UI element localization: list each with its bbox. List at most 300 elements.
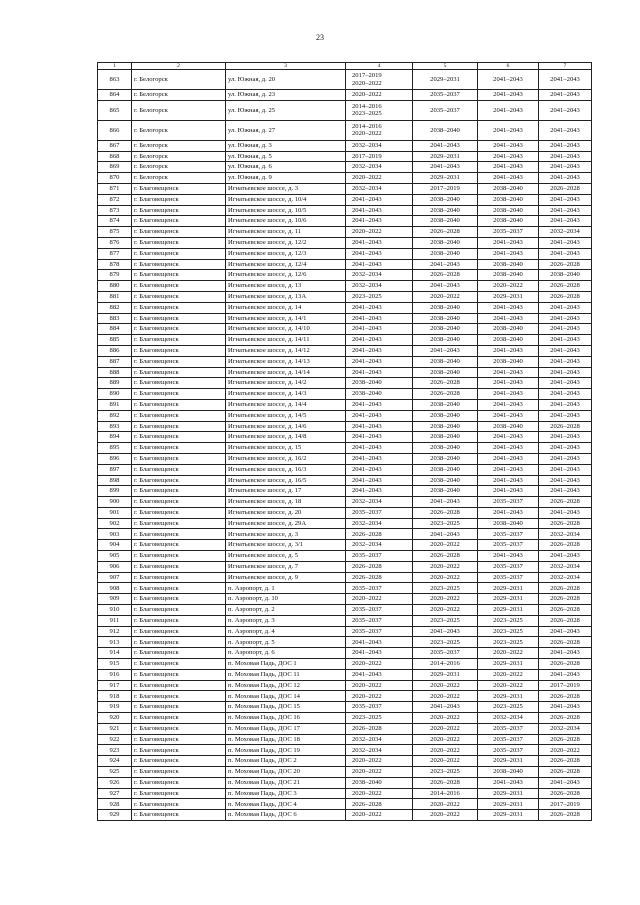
period-cell-5: 2035–2037 xyxy=(413,90,478,101)
period-cell-7: 2041–2043 xyxy=(539,367,592,378)
row-number-cell: 915 xyxy=(98,659,132,670)
city-cell: г. Благовещенск xyxy=(132,345,226,356)
period-cell-7: 2041–2043 xyxy=(539,410,592,421)
city-cell: г. Благовещенск xyxy=(132,291,226,302)
city-cell: г. Благовещенск xyxy=(132,453,226,464)
period-cell-4 xyxy=(346,518,413,529)
period-cell-6: 2035–2037 xyxy=(478,723,539,734)
period-value: 2035–2037 xyxy=(352,552,382,560)
city-cell: г. Благовещенск xyxy=(132,583,226,594)
period-cell-4 xyxy=(346,540,413,551)
period-cell-7: 2038–2040 xyxy=(539,270,592,281)
city-cell: г. Благовещенск xyxy=(132,626,226,637)
table-row xyxy=(98,659,592,670)
table-row xyxy=(98,486,592,497)
address-cell: Игнатьевское шоссе, д. 15 xyxy=(226,443,346,454)
period-cell-7: 2032–2034 xyxy=(539,227,592,238)
row-number-cell: 927 xyxy=(98,788,132,799)
address-cell: Игнатьевское шоссе, д. 3/1 xyxy=(226,540,346,551)
period-cell-6: 2038–2040 xyxy=(478,259,539,270)
period-cell-6: 2038–2040 xyxy=(478,194,539,205)
row-number-cell: 902 xyxy=(98,518,132,529)
row-number-cell: 879 xyxy=(98,270,132,281)
period-cell-7: 2041–2043 xyxy=(539,626,592,637)
city-cell: г. Благовещенск xyxy=(132,648,226,659)
city-cell: г. Белогорск xyxy=(132,120,226,140)
period-cell-7: 2017–2019 xyxy=(539,799,592,810)
row-number-cell: 889 xyxy=(98,378,132,389)
period-cell-4 xyxy=(346,443,413,454)
period-value: 2032–2034 xyxy=(352,185,382,193)
table-row xyxy=(98,756,592,767)
table-row xyxy=(98,777,592,788)
period-cell-7: 2041–2043 xyxy=(539,100,592,120)
table-row xyxy=(98,281,592,292)
table-row xyxy=(98,453,592,464)
table-row xyxy=(98,248,592,259)
header-cell: 7 xyxy=(539,63,592,70)
period-value: 2020–2022 xyxy=(352,91,382,99)
period-cell-5: 2041–2043 xyxy=(413,259,478,270)
table-row xyxy=(98,90,592,101)
period-cell-6: 2029–2031 xyxy=(478,659,539,670)
period-value: 2041–2043 xyxy=(352,239,382,247)
row-number-cell: 884 xyxy=(98,324,132,335)
city-cell: г. Благовещенск xyxy=(132,788,226,799)
period-cell-4 xyxy=(346,551,413,562)
city-cell: г. Благовещенск xyxy=(132,367,226,378)
address-cell: Игнатьевское шоссе, д. 14/1 xyxy=(226,313,346,324)
row-number-cell: 865 xyxy=(98,100,132,120)
period-cell-4 xyxy=(346,237,413,248)
table-row xyxy=(98,497,592,508)
period-value: 2026–2028 xyxy=(352,573,382,581)
period-cell-7: 2026–2028 xyxy=(539,497,592,508)
address-cell: Игнатьевское шоссе, д. 13 xyxy=(226,281,346,292)
period-cell-4 xyxy=(346,486,413,497)
row-number-cell: 866 xyxy=(98,120,132,140)
city-cell: г. Благовещенск xyxy=(132,507,226,518)
table-row xyxy=(98,723,592,734)
period-cell-7: 2041–2043 xyxy=(539,151,592,162)
row-number-cell: 920 xyxy=(98,713,132,724)
period-cell-4 xyxy=(346,356,413,367)
address-cell: п. Моховая Падь, ДОС 15 xyxy=(226,702,346,713)
table-row xyxy=(98,507,592,518)
city-cell: г. Благовещенск xyxy=(132,637,226,648)
period-value: 2038–2040 xyxy=(352,390,382,398)
table-row xyxy=(98,227,592,238)
period-cell-6: 2041–2043 xyxy=(478,70,539,90)
table-row xyxy=(98,345,592,356)
period-cell-6: 2038–2040 xyxy=(478,183,539,194)
city-cell: г. Благовещенск xyxy=(132,302,226,313)
city-cell: г. Благовещенск xyxy=(132,799,226,810)
table-row xyxy=(98,302,592,313)
city-cell: г. Благовещенск xyxy=(132,475,226,486)
row-number-cell: 872 xyxy=(98,194,132,205)
address-cell: п. Аэропорт, д. 4 xyxy=(226,626,346,637)
city-cell: г. Благовещенск xyxy=(132,227,226,238)
period-value: 2035–2037 xyxy=(352,703,382,711)
table-row xyxy=(98,259,592,270)
period-cell-5: 2038–2040 xyxy=(413,367,478,378)
period-cell-5: 2038–2040 xyxy=(413,335,478,346)
period-cell-6: 2023–2025 xyxy=(478,637,539,648)
address-cell: Игнатьевское шоссе, д. 14/11 xyxy=(226,335,346,346)
period-cell-4 xyxy=(346,259,413,270)
period-value: 2032–2034 xyxy=(352,746,382,754)
period-cell-6: 2020–2022 xyxy=(478,680,539,691)
period-cell-6: 2041–2043 xyxy=(478,464,539,475)
period-cell-7: 2041–2043 xyxy=(539,173,592,184)
period-cell-7: 2041–2043 xyxy=(539,248,592,259)
period-cell-7: 2026–2028 xyxy=(539,637,592,648)
table-row xyxy=(98,432,592,443)
period-cell-7: 2026–2028 xyxy=(539,788,592,799)
row-number-cell: 899 xyxy=(98,486,132,497)
period-cell-5: 2038–2040 xyxy=(413,464,478,475)
period-cell-7: 2026–2028 xyxy=(539,291,592,302)
period-cell-5: 2020–2022 xyxy=(413,561,478,572)
period-cell-7: 2041–2043 xyxy=(539,378,592,389)
period-cell-4 xyxy=(346,507,413,518)
period-cell-6: 2038–2040 xyxy=(478,216,539,227)
period-cell-5: 2038–2040 xyxy=(413,324,478,335)
city-cell: г. Благовещенск xyxy=(132,756,226,767)
row-number-cell: 910 xyxy=(98,605,132,616)
address-cell: п. Моховая Падь, ДОС 19 xyxy=(226,745,346,756)
period-cell-4 xyxy=(346,90,413,101)
table-row xyxy=(98,183,592,194)
city-cell: г. Белогорск xyxy=(132,151,226,162)
period-cell-7: 2026–2028 xyxy=(539,734,592,745)
period-cell-4 xyxy=(346,648,413,659)
period-cell-5: 2020–2022 xyxy=(413,723,478,734)
period-cell-7: 2041–2043 xyxy=(539,443,592,454)
period-value: 2035–2037 xyxy=(352,606,382,614)
address-cell: Игнатьевское шоссе, д. 3 xyxy=(226,183,346,194)
row-number-cell: 922 xyxy=(98,734,132,745)
table-row xyxy=(98,389,592,400)
city-cell: г. Благовещенск xyxy=(132,680,226,691)
period-cell-7: 2041–2043 xyxy=(539,464,592,475)
period-cell-6: 2041–2043 xyxy=(478,507,539,518)
period-cell-7: 2026–2028 xyxy=(539,281,592,292)
period-cell-6: 2020–2022 xyxy=(478,669,539,680)
table-row xyxy=(98,594,592,605)
period-cell-7: 2026–2028 xyxy=(539,756,592,767)
period-cell-6: 2035–2037 xyxy=(478,497,539,508)
address-cell: п. Моховая Падь, ДОС 17 xyxy=(226,723,346,734)
period-cell-6: 2038–2040 xyxy=(478,205,539,216)
row-number-cell: 888 xyxy=(98,367,132,378)
period-value: 2032–2034 xyxy=(352,735,382,743)
row-number-cell: 870 xyxy=(98,173,132,184)
period-cell-6: 2041–2043 xyxy=(478,777,539,788)
period-cell-4 xyxy=(346,162,413,173)
period-value: 2020–2022 xyxy=(352,130,382,138)
city-cell: г. Благовещенск xyxy=(132,691,226,702)
period-cell-6: 2035–2037 xyxy=(478,734,539,745)
row-number-cell: 906 xyxy=(98,561,132,572)
period-cell-5: 2026–2028 xyxy=(413,551,478,562)
period-cell-5: 2023–2025 xyxy=(413,767,478,778)
period-value: 2020–2022 xyxy=(352,789,382,797)
period-cell-6: 2035–2037 xyxy=(478,227,539,238)
table-row xyxy=(98,464,592,475)
period-cell-4 xyxy=(346,313,413,324)
period-cell-5: 2038–2040 xyxy=(413,475,478,486)
address-cell: Игнатьевское шоссе, д. 5 xyxy=(226,551,346,562)
period-value: 2014–2016 xyxy=(352,122,382,130)
address-cell: Игнатьевское шоссе, д. 10/5 xyxy=(226,205,346,216)
city-cell: г. Белогорск xyxy=(132,100,226,120)
period-value: 2020–2022 xyxy=(352,768,382,776)
table-row xyxy=(98,291,592,302)
period-cell-5: 2038–2040 xyxy=(413,421,478,432)
period-cell-7: 2041–2043 xyxy=(539,702,592,713)
period-cell-4 xyxy=(346,659,413,670)
row-number-cell: 878 xyxy=(98,259,132,270)
table-row xyxy=(98,324,592,335)
city-cell: г. Благовещенск xyxy=(132,410,226,421)
row-number-cell: 916 xyxy=(98,669,132,680)
period-cell-6: 2041–2043 xyxy=(478,100,539,120)
period-cell-4 xyxy=(346,453,413,464)
row-number-cell: 925 xyxy=(98,767,132,778)
period-value: 2041–2043 xyxy=(352,411,382,419)
period-value: 2041–2043 xyxy=(352,303,382,311)
period-cell-4 xyxy=(346,100,413,120)
period-cell-5: 2038–2040 xyxy=(413,120,478,140)
period-value: 2041–2043 xyxy=(352,638,382,646)
address-cell: ул. Южная, д. 9 xyxy=(226,173,346,184)
period-cell-7: 2041–2043 xyxy=(539,302,592,313)
address-cell: Игнатьевское шоссе, д. 14/10 xyxy=(226,324,346,335)
period-cell-4 xyxy=(346,367,413,378)
period-cell-5: 2041–2043 xyxy=(413,497,478,508)
period-cell-7: 2020–2022 xyxy=(539,745,592,756)
city-cell: г. Благовещенск xyxy=(132,421,226,432)
period-cell-5: 2020–2022 xyxy=(413,572,478,583)
city-cell: г. Благовещенск xyxy=(132,745,226,756)
table-row xyxy=(98,626,592,637)
period-cell-6: 2041–2043 xyxy=(478,432,539,443)
period-value: 2041–2043 xyxy=(352,670,382,678)
row-number-cell: 912 xyxy=(98,626,132,637)
address-cell: Игнатьевское шоссе, д. 14/2 xyxy=(226,378,346,389)
row-number-cell: 904 xyxy=(98,540,132,551)
table-row xyxy=(98,605,592,616)
header-cell: 6 xyxy=(478,63,539,70)
period-cell-6: 2038–2040 xyxy=(478,767,539,778)
row-number-cell: 900 xyxy=(98,497,132,508)
city-cell: г. Благовещенск xyxy=(132,183,226,194)
period-cell-6: 2041–2043 xyxy=(478,120,539,140)
period-cell-4 xyxy=(346,605,413,616)
period-cell-5: 2026–2028 xyxy=(413,777,478,788)
period-cell-7: 2026–2028 xyxy=(539,713,592,724)
row-number-cell: 890 xyxy=(98,389,132,400)
address-cell: п. Аэропорт, д. 5 xyxy=(226,637,346,648)
row-number-cell: 893 xyxy=(98,421,132,432)
period-cell-5: 2023–2025 xyxy=(413,518,478,529)
row-number-cell: 868 xyxy=(98,151,132,162)
period-cell-6: 2041–2043 xyxy=(478,237,539,248)
period-cell-4 xyxy=(346,216,413,227)
period-cell-7: 2041–2043 xyxy=(539,453,592,464)
period-cell-4 xyxy=(346,723,413,734)
period-value: 2041–2043 xyxy=(352,422,382,430)
city-cell: г. Благовещенск xyxy=(132,324,226,335)
period-value: 2041–2043 xyxy=(352,465,382,473)
header-cell: 1 xyxy=(98,63,132,70)
period-cell-4 xyxy=(346,756,413,767)
table-row xyxy=(98,367,592,378)
address-cell: ул. Южная, д. 27 xyxy=(226,120,346,140)
row-number-cell: 897 xyxy=(98,464,132,475)
city-cell: г. Благовещенск xyxy=(132,194,226,205)
city-cell: г. Благовещенск xyxy=(132,335,226,346)
row-number-cell: 913 xyxy=(98,637,132,648)
period-cell-4 xyxy=(346,777,413,788)
period-cell-5: 2020–2022 xyxy=(413,691,478,702)
period-cell-6: 2029–2031 xyxy=(478,594,539,605)
city-cell: г. Благовещенск xyxy=(132,389,226,400)
period-cell-7: 2041–2043 xyxy=(539,507,592,518)
period-value: 2032–2034 xyxy=(352,271,382,279)
address-cell: Игнатьевское шоссе, д. 10/4 xyxy=(226,194,346,205)
address-cell: Игнатьевское шоссе, д. 14/14 xyxy=(226,367,346,378)
table-row xyxy=(98,615,592,626)
city-cell: г. Белогорск xyxy=(132,162,226,173)
period-cell-6: 2029–2031 xyxy=(478,799,539,810)
period-value: 2032–2034 xyxy=(352,519,382,527)
period-cell-6: 2041–2043 xyxy=(478,389,539,400)
period-value: 2041–2043 xyxy=(352,195,382,203)
period-cell-6: 2020–2022 xyxy=(478,281,539,292)
city-cell: г. Благовещенск xyxy=(132,723,226,734)
period-value: 2041–2043 xyxy=(352,260,382,268)
period-cell-6: 2038–2040 xyxy=(478,356,539,367)
period-cell-5: 2038–2040 xyxy=(413,443,478,454)
period-value: 2041–2043 xyxy=(352,314,382,322)
period-cell-5: 2041–2043 xyxy=(413,702,478,713)
period-cell-7: 2041–2043 xyxy=(539,432,592,443)
address-cell: Игнатьевское шоссе, д. 14/3 xyxy=(226,389,346,400)
period-cell-4 xyxy=(346,410,413,421)
table-row xyxy=(98,540,592,551)
table-row xyxy=(98,237,592,248)
table-row xyxy=(98,100,592,120)
city-cell: г. Благовещенск xyxy=(132,529,226,540)
period-cell-5: 2038–2040 xyxy=(413,216,478,227)
row-number-cell: 909 xyxy=(98,594,132,605)
city-cell: г. Благовещенск xyxy=(132,216,226,227)
period-cell-5: 2038–2040 xyxy=(413,205,478,216)
period-value: 2041–2043 xyxy=(352,368,382,376)
period-cell-6: 2041–2043 xyxy=(478,302,539,313)
period-value: 2026–2028 xyxy=(352,800,382,808)
period-cell-4 xyxy=(346,713,413,724)
address-cell: п. Моховая Падь, ДОС 12 xyxy=(226,680,346,691)
period-value: 2014–2016 xyxy=(352,102,382,110)
period-cell-5: 2035–2037 xyxy=(413,648,478,659)
period-cell-6: 2041–2043 xyxy=(478,173,539,184)
row-number-cell: 908 xyxy=(98,583,132,594)
city-cell: г. Благовещенск xyxy=(132,432,226,443)
period-cell-7: 2041–2043 xyxy=(539,777,592,788)
city-cell: г. Благовещенск xyxy=(132,399,226,410)
period-cell-4 xyxy=(346,497,413,508)
period-cell-7: 2026–2028 xyxy=(539,605,592,616)
period-value: 2041–2043 xyxy=(352,487,382,495)
table-row xyxy=(98,205,592,216)
period-cell-5: 2020–2022 xyxy=(413,810,478,821)
city-cell: г. Благовещенск xyxy=(132,237,226,248)
address-cell: Игнатьевское шоссе, д. 13А xyxy=(226,291,346,302)
table-row xyxy=(98,356,592,367)
period-cell-7: 2026–2028 xyxy=(539,810,592,821)
period-cell-7: 2041–2043 xyxy=(539,475,592,486)
period-cell-6: 2041–2043 xyxy=(478,486,539,497)
period-value: 2023–2025 xyxy=(352,293,382,301)
period-cell-4 xyxy=(346,183,413,194)
period-value: 2020–2022 xyxy=(352,757,382,765)
city-cell: г. Благовещенск xyxy=(132,551,226,562)
address-cell: Игнатьевское шоссе, д. 20 xyxy=(226,507,346,518)
period-cell-6: 2041–2043 xyxy=(478,399,539,410)
period-value: 2020–2022 xyxy=(352,811,382,819)
table-row xyxy=(98,162,592,173)
period-value: 2041–2043 xyxy=(352,476,382,484)
period-value: 2041–2043 xyxy=(352,217,382,225)
city-cell: г. Благовещенск xyxy=(132,669,226,680)
city-cell: г. Благовещенск xyxy=(132,464,226,475)
header-row xyxy=(98,63,592,70)
period-cell-7: 2026–2028 xyxy=(539,183,592,194)
period-cell-6: 2032–2034 xyxy=(478,713,539,724)
period-cell-6: 2035–2037 xyxy=(478,540,539,551)
period-cell-7: 2026–2028 xyxy=(539,583,592,594)
period-value: 2017–2019 xyxy=(352,152,382,160)
period-cell-6: 2023–2025 xyxy=(478,702,539,713)
period-cell-7: 2041–2043 xyxy=(539,389,592,400)
table-row xyxy=(98,788,592,799)
city-cell: г. Благовещенск xyxy=(132,270,226,281)
city-cell: г. Благовещенск xyxy=(132,497,226,508)
address-cell: п. Моховая Падь, ДОС 14 xyxy=(226,691,346,702)
row-number-cell: 881 xyxy=(98,291,132,302)
table-row xyxy=(98,518,592,529)
period-cell-5: 2020–2022 xyxy=(413,605,478,616)
period-cell-6: 2041–2043 xyxy=(478,151,539,162)
city-cell: г. Благовещенск xyxy=(132,313,226,324)
city-cell: г. Благовещенск xyxy=(132,281,226,292)
row-number-cell: 871 xyxy=(98,183,132,194)
period-cell-7: 2041–2043 xyxy=(539,205,592,216)
period-value: 2035–2037 xyxy=(352,508,382,516)
address-cell: Игнатьевское шоссе, д. 14/12 xyxy=(226,345,346,356)
row-number-cell: 887 xyxy=(98,356,132,367)
period-cell-7: 2041–2043 xyxy=(539,356,592,367)
table-row xyxy=(98,691,592,702)
row-number-cell: 894 xyxy=(98,432,132,443)
row-number-cell: 926 xyxy=(98,777,132,788)
period-cell-4 xyxy=(346,788,413,799)
address-cell: ул. Южная, д. 6 xyxy=(226,162,346,173)
